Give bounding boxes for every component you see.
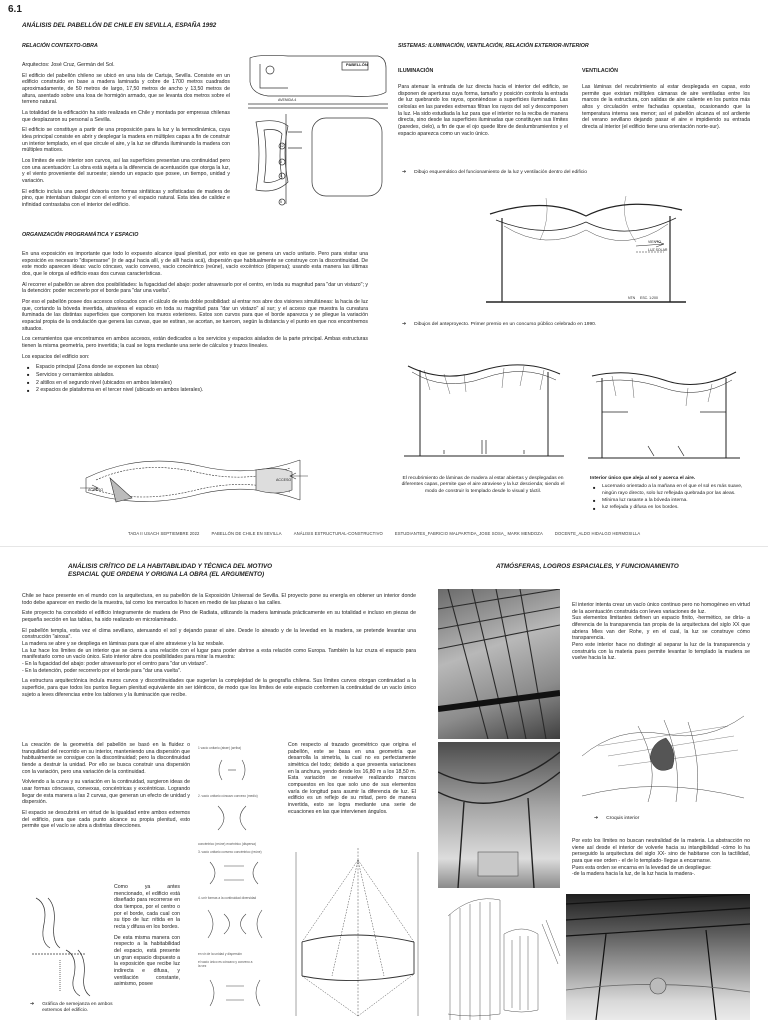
critical-heading-line2: ESPACIAL QUE ORDENA Y ORIGINA LA OBRA (EL ARGUMENTO) bbox=[68, 571, 265, 579]
col-b-p0: Como ya antes mencionado, el edificio está diseñado para recorrerse en dos tiempos, por el centro o por el borde, cada cual con su tipo de luz: nítida en la recta y difusa en los bordes. bbox=[114, 884, 180, 930]
page-number: 6.1 bbox=[8, 4, 22, 15]
program-p0: En una exposición es importante que todo lo expuesto alcance igual plenitud, por esto es que se genera un vacío unitario. Pero para visitar una exposición es necesario "dispersarse" (ir de aquí hacia allí, y de allí hacia acá), dispersión que habitualmente se construye con la discontinuidad. De este modo aparecen ideas: vacío cóncavo, vacío convexo, vacío concéntrico (reúne), vacío excéntrico (dispersa); usando esta manera las últimas dos, que le otorga al edificio esas dos curvas características. bbox=[22, 251, 368, 277]
extremes-sketch bbox=[26, 894, 106, 998]
critical-heading bbox=[68, 563, 368, 579]
map-tag: PABELLÓN bbox=[346, 62, 368, 67]
illum-text: Para atenuar la entrada de luz directa hacia el interior del edificio, se disponen de aperturas cuya forma, tamaño y posición controla la entrada de luz quebrando los rayos, oponiéndose a superficies iluminadas. Las celosías en las paredes extremas filtran los rayos del sol y descomponen la luz. Ha sido estudiada la luz para que el interior no la reciba de manera directa, sino desde las superficies iluminadas que constituyen sus límites (paredes, cielo), a fin de que el ojo quede libre de deslumbramientos y el espacio aparezca como un vacío único. bbox=[398, 84, 568, 137]
arrow-icon: ➔ bbox=[30, 1002, 35, 1007]
plan-label-b: ACCESO bbox=[276, 478, 292, 482]
program-p1: Al recorrer el pabellón se abren dos posibilidades: la fugacidad del abajo: poder atravesarlo por el centro, en toda su magnitud para "dar un vistazo"; y la detención: poder recorrerlo por el borde para "dar una vuelta". bbox=[22, 281, 368, 295]
croquis-caption bbox=[594, 816, 639, 822]
sketch-label: 3. vacío unitario convexo concéntrico (reúne) bbox=[198, 850, 262, 854]
geometric-trace-figure bbox=[292, 846, 422, 1018]
program-text bbox=[22, 251, 368, 395]
caption-right-bullet: ■ luz reflejada y difusa en los bordes. bbox=[602, 505, 750, 511]
col-a-p0: La creación de la geometría del pabellón se basó en la fluidez o tranquilidad del recorrido en su interior, manteniendo una dispersión que habitualmente se consigue con la discontinuidad; pero la discontinuidad tiende a destruir la unidad. Por ello se busca construir una dispersión con la variación, pero una variación de la continuidad. bbox=[22, 742, 190, 775]
program-heading: ORGANIZACIÓN PROGRAMÁTICA Y ESPACIO bbox=[22, 232, 139, 238]
sketch-mark bbox=[204, 978, 266, 1008]
photo-interior-1 bbox=[438, 589, 560, 739]
section-sketch-figure bbox=[486, 190, 686, 310]
wood-detail-figure bbox=[442, 894, 562, 1020]
program-bullet: ■ Servicios y cerramientos aislados. bbox=[36, 372, 368, 379]
critical-p3: El pabellón templa, esta vez el clima sevillano, atenuando el sol y dejando pasar el aire. Desde lo aireado y de la levedad en la madera, se pretende levantar una construcción "airosa". La madera se abre y se despliega en láminas para que el aire atraviese y la luz resbale. La luz hace los límites de un interior que se cierra a una relación con el lugar para poder abrirse a esta relación como Europa. También la luz cruza el espacio para manifestarlo como un vacío único. Esto interior abre dos posibilidades para mirar la muestra: - En la fugacidad del abajo: poder atravesarlo por el centro para "dar un vistazo". - En la detención, poder recorrerlo por el borde para "dar una vuelta". bbox=[22, 627, 416, 674]
footer-item: ANÁLISIS ESTRUCTURAL-CONSTRUCTIVO bbox=[293, 531, 383, 536]
floor-plan-figure bbox=[80, 448, 308, 512]
sketch-label: 2. vacío unitario cóncavo convexo (medio) bbox=[198, 794, 258, 798]
note-section-2-text: Dibujos del anteproyecto. Primer premio en un concurso público celebrado en 1990. bbox=[414, 322, 597, 327]
note-section-1-text: Dibujo esquemático del funcionamiento de la luz y ventilación dentro del edificio bbox=[414, 170, 588, 175]
col-a-p1: Volviendo a la curva y su variación en la continuidad, surgieron ideas de usar formas cóncavas, convexas, concéntricas y excéntricas. Logrando llegar de esta manera a las 2 curvas, que generan un efecto de unidad y dispersión. bbox=[22, 779, 190, 806]
critical-col-a bbox=[22, 742, 190, 834]
footer-item: ESTUDIANTES_FABRICIO MALPARTIDA_JOSE SOSA_ MARK MENDOZA bbox=[394, 531, 543, 536]
col-a-p2: El espacio se descubrirá en virtud de la igualdad entre ambos extremos del edificio, para que cada punto alcance su propia plenitud, esto permite que el vacío se abra a distintas direcciones. bbox=[22, 809, 190, 830]
program-p3: Los cerramientos que encontramos en ambos accesos, están dedicados a los servicios y espacios aislados de la parte principal. Ambas estructuras tienen la misma geometría, pero invertida; la cual se logra mediante una serie de cálculos y trazos lineales. bbox=[22, 336, 368, 349]
scale-label: ESC. 1:200 bbox=[640, 296, 658, 300]
arrow-icon: ➔ bbox=[402, 322, 407, 327]
atmos-p2: Por esto los límites no buscan neutralidad de la materia. La abstracción no viene así desde el interior de volverle hacia su intangibilidad -cómo lo ha perseguido la arquitectura del siglo XX- sino de habitarse con la tactilidad, para que ese orden - el de lo templado- llegue a encarnarse. Pues esta orden se encarna en la levedad de un despliegue: -de la madera hacia la luz, de la luz hacia la madera-. bbox=[572, 838, 750, 878]
map-n4: 5 bbox=[280, 200, 282, 204]
context-heading: RELACIÓN CONTEXTO-OBRA bbox=[22, 43, 98, 49]
footer-item: TADA II USACH SEPTIEMBRE 2022 bbox=[128, 531, 200, 536]
context-p2: La totalidad de la edificación ha sido realizada en Chile y montada por empresas chilenas que desplazaron su personal a Sevilla. bbox=[22, 109, 230, 123]
sketch-label: 4. unir formas a la continuidad diversidad bbox=[198, 896, 257, 900]
vent-heading: VENTILACIÓN bbox=[582, 68, 618, 74]
site-map-figure bbox=[248, 52, 388, 212]
geometry-sketches bbox=[198, 746, 278, 1016]
croquis-caption-text: Croquis interior bbox=[606, 816, 640, 821]
sketch-mark bbox=[206, 858, 262, 888]
map-n1: 12 bbox=[280, 144, 284, 148]
sketch-label: en vir de la unidad y dispersión bbox=[198, 952, 242, 956]
competition-section-right bbox=[588, 362, 740, 466]
sketch-label: concéntrico (reúne) excéntrico (dispersa) bbox=[198, 842, 256, 846]
critical-col-c: Con respecto al trazado geométrico que origina el pabellón, este se basa en una geometría que desarrolla la simetría, la cual no es perfectamente simétrica del todo; debido a que presenta variaciones en la anchura, yendo desde los 16,80 m a los 18,50 m. Esta variación se resuelve realizando marcos compuestos en los que solo uno de sus elementos varía de longitud para asumir la diferencia de luz. El edificio es un reflejo de su mitad, pero de manera invertida, esto se logra mediante una serie de ecuaciones en las que intervienen ángulos. bbox=[288, 742, 416, 815]
sketch-mark bbox=[212, 804, 252, 832]
photo-exhibition bbox=[566, 894, 750, 1020]
systems-heading: SISTEMAS: ILUMINACIÓN, VENTILACIÓN, RELACIÓN EXTERIOR-INTERIOR bbox=[398, 43, 589, 49]
arrow-icon: ➔ bbox=[402, 170, 407, 175]
vent-text: Las láminas del recubrimiento al estar desplegada en capas, esto permite que existan múltiples cámaras de aire ventiladas entre los marcos de la estructura, con salidas de aire caliente en los puntos más altos y circulación entre fachadas opuestas, ocasionando que la temperatura interna sea menor; así el pabellón alcanza el sol ardiente del verano sevillano dejando pasar el aire e impidiendo su entrada directa al interior (el edificio tiene una orientación norte-sur). bbox=[582, 84, 750, 130]
context-p4: Los límites de este interior son curvos, así las superficies presentan una continuidad pero con una acentuación: La obra está sujeta a la diferencia de acentuación que otorga la luz, y el viento proveniente del suroeste; siendo un espacio que posee, un tiempo, unidad y variación. bbox=[22, 157, 230, 184]
program-bullet: ■ Espacio principal (Zona donde se exponen las obras) bbox=[36, 364, 368, 371]
illum-heading: ILUMINACIÓN bbox=[398, 68, 434, 74]
caption-right-heading: Interior único que aleja al sol y acerca el aire. bbox=[590, 476, 696, 481]
sketch-label: 1 vacío unitario (atrae) (arriba) bbox=[198, 746, 242, 750]
context-p3: El edificio se constituye a partir de una proposición para la luz y la termodinámica, cuya idea principal consiste en abrir y desplegar la madera en múltiples capas a fin de construir un interior templado, en el que circule el aire, y la luz se difunda iluminando la madera con múltiples matices. bbox=[22, 127, 230, 154]
interior-croquis bbox=[578, 706, 748, 806]
caption-right-bullet: ■ Mínima luz rasante a la bóveda interna. bbox=[602, 498, 750, 504]
critical-heading-line1: ANÁLISIS CRÍTICO DE LA HABITABILIDAD Y TÉCNICA DEL MOTIVO bbox=[68, 563, 273, 570]
competition-section-left bbox=[404, 360, 564, 464]
caption-right-bullets bbox=[590, 484, 750, 511]
footer-item: PABELLÓN DE CHILE EN SEVILLA bbox=[211, 531, 282, 536]
footer-strip bbox=[128, 531, 748, 536]
context-p5: El edificio incluía una pared divisoria con formas sinfáticas y sofisticadas de madera de pino, que intentaban dialogar con el entorno y el espacio natural. Esta idea de calidez e infinidad contrastaba con el interior del edificio. bbox=[22, 188, 230, 208]
program-bullet: ■ 2 espacios de plataforma en el tercer nivel (ubicado en ambos laterales). bbox=[36, 387, 368, 394]
context-text bbox=[22, 62, 230, 212]
sketch-mark bbox=[204, 908, 266, 940]
note-section-1 bbox=[402, 170, 602, 176]
critical-p1: Chile se hace presente en el mundo con la arquitectura, en su pabellón de la Exposición Universal de Sevilla. El proyecto pone su energía en obtener un interior donde todo debe aparecer en medio de la muestra, tal como los mercados lo hacen en medio de las plazas o las calles. bbox=[22, 593, 416, 606]
context-p1: El edificio del pabellón chileno se ubicó en una isla de Cartuja, Sevilla. Consiste en un edificio construido en base a madera laminada y cobre de 1700 metros cuadrados aproximadamente, de 50 metros de largo, 17,50 metros de ancho y 13,50 metros de altura, asentado sobre una losa de hormigón armado, que se levanta dos metros sobre el terreno natural. bbox=[22, 72, 230, 106]
plan-label-a: ACCESO bbox=[88, 488, 104, 492]
critical-p2: Este proyecto ha concebido el edificio íntegramente de madera de Pino de Radiata, utilizando la madera laminada prácticamente en su totalidad e incluso en piezas de pequeña sección en las tablas, ha sido realizado en microlaminado. bbox=[22, 610, 416, 623]
sun-label: LUZ SOLAR bbox=[648, 248, 668, 252]
atmos-p1: El interior intenta crear un vacío único continuo pero no homogéneo en virtud de la acentuación construida con leves variaciones de luz. Sus elementos limitantes definen un espacio finito, -hermético, se diría- a diferencia de la transparencia tan propia de la arquitectura del siglo XX que abriera Mies van der Rohe, y en el cual, la luz se construye cómo transparencia. Pero este interior hace no distingir al separar la luz de la transparencia y construirla con la materia pues permite levantar lo templado la madera se vuelve hacia la luz. bbox=[572, 602, 750, 662]
competition-caption-left: El recubrimiento de láminas de madera al estar abiertas y desplegadas en diferentes capas, permite que el aire atraviese y la luz descienda; siendo el modo de construir lo templado desde lo visual y táctil. bbox=[401, 476, 565, 494]
sketch-mark bbox=[212, 758, 252, 782]
arrow-icon: ➔ bbox=[594, 816, 599, 821]
map-n2: 6 bbox=[280, 160, 282, 164]
ntn-label: NTN bbox=[628, 296, 636, 300]
critical-p4: La estructura arquitectónica incluía muros curvos y discontinuidades que sugerían la complejidad de la geografía chilena. Sus límites curvos otorgan continuidad a la superficie, para que todos los puntos lleguen plenitud equivalente sin ser idénticos, de modo que los límites de este espacio conformen la continuidad de un vacío único sujeto a leves diferencias entre los tablones y la iluminación que recibe. bbox=[22, 678, 416, 698]
page-title: ANÁLISIS DEL PABELLÓN DE CHILE EN SEVILLA, ESPAÑA 1992 bbox=[22, 22, 217, 29]
program-p4: Los espacios del edificio son: bbox=[22, 353, 90, 360]
program-bullets bbox=[22, 364, 368, 394]
caption-right-bullet: ■ Lucernario orientado a la mañana en el que el sol es más suave, ningún rayo directo, solo luz reflejada quebrada por las aleas. bbox=[602, 484, 750, 497]
atmos-heading: ATMÓSFERAS, LOGROS ESPACIALES, Y FUNCIONAMIENTO bbox=[496, 563, 679, 570]
critical-col-b bbox=[114, 884, 180, 992]
map-n3: 5 bbox=[280, 174, 282, 178]
critical-intro bbox=[22, 593, 416, 702]
context-p0: Arquitectos: José Cruz, Germán del Sol. bbox=[22, 62, 115, 68]
map-street: AVENIDA 4 bbox=[278, 98, 297, 102]
photo-interior-2 bbox=[438, 742, 560, 888]
panel-divider bbox=[0, 546, 768, 547]
col-b-p1: De esta misma manera con respecto a la habitabilidad del espacio, está presente un gran espacio dispuesto a la exposición que recibe luz indirecta e difusa, y ventilación constante, asimismo, posee bbox=[114, 934, 180, 988]
competition-caption-right bbox=[590, 476, 750, 512]
program-bullet: ■ 2 altillos en el segundo nivel (ubicados en ambos laterales) bbox=[36, 380, 368, 387]
note-section-2 bbox=[402, 322, 602, 328]
footer-item: DOCENTE_ALDO HIDALGO HERMOSILLA bbox=[554, 531, 641, 536]
extremes-caption-text: Gráfica de semejanza en ambos extremos del edificio. bbox=[42, 1002, 113, 1014]
extremes-caption bbox=[30, 1002, 120, 1015]
wind-label: VIENTO bbox=[648, 240, 661, 244]
program-p2: Por eso el pabellón posee dos accesos colocados con el cálculo de esta doble posibilidad: al entrar nos abre dos visiones simultáneas: la hacia de luz que, cortando la bóveda invertida, atraviesa el espacio en toda su magnitud para "dar un vistazo" al sur; y el acceso que muestra la curvatura iluminada de las distintas superficies que componen los muros exteriores. Estos son curvos para que el borde aparezca y se pliegue la variación espacial propia de la ondulación que genera las curvas, que se estiran, se acortan, se tuercen, según la distancia y el punto en que nos encontremos situados. bbox=[22, 298, 368, 332]
sketch-label: el vacío único es cóncavo y convexo a la vez bbox=[198, 960, 253, 969]
